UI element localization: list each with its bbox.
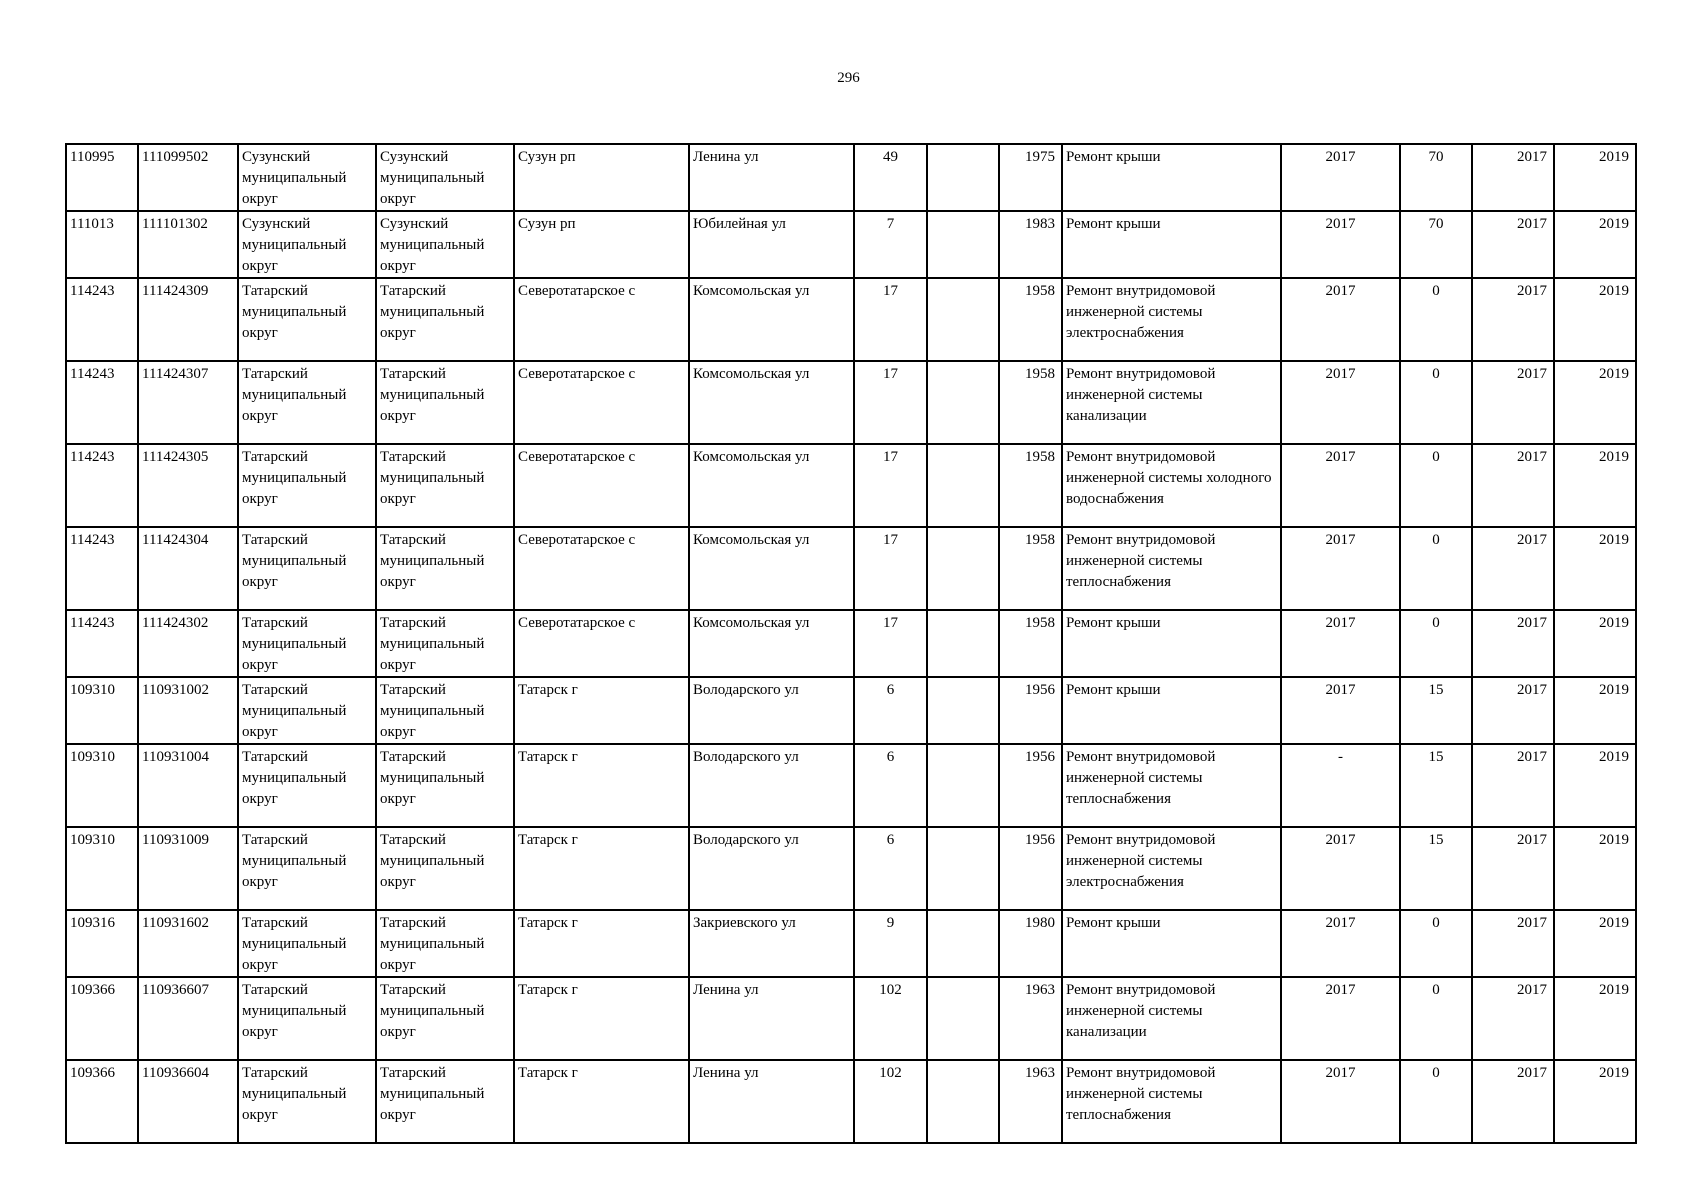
table-row — [66, 278, 1636, 361]
cell-build-year: 1975 — [999, 144, 1062, 211]
cell-settlement: Сузун рп — [514, 211, 689, 278]
cell-house-id: 114243 — [66, 444, 138, 527]
cell-street: Комсомольская ул — [689, 610, 854, 677]
cell-street: Ленина ул — [689, 144, 854, 211]
cell-building — [927, 610, 999, 677]
cell-house-number: 17 — [854, 444, 927, 527]
cell-building — [927, 744, 999, 827]
cell-municipality: Татарский муниципальный округ — [376, 444, 514, 527]
cell-wear-percent: 0 — [1400, 527, 1472, 610]
cell-wear-percent: 0 — [1400, 1060, 1472, 1143]
cell-settlement: Сузун рп — [514, 144, 689, 211]
cell-building — [927, 211, 999, 278]
cell-street: Юбилейная ул — [689, 211, 854, 278]
cell-end-year: 2019 — [1554, 211, 1636, 278]
cell-start-year: 2017 — [1472, 677, 1554, 744]
cell-house-number: 17 — [854, 527, 927, 610]
cell-municipal-district: Татарский муниципальный округ — [238, 1060, 376, 1143]
cell-end-year: 2019 — [1554, 827, 1636, 910]
cell-house-number: 6 — [854, 827, 927, 910]
cell-plan-year: 2017 — [1281, 361, 1400, 444]
cell-municipal-district: Сузунский муниципальный округ — [238, 144, 376, 211]
cell-wear-percent: 0 — [1400, 361, 1472, 444]
cell-settlement: Северотатарское с — [514, 361, 689, 444]
cell-municipal-district: Татарский муниципальный округ — [238, 361, 376, 444]
cell-municipal-district: Татарский муниципальный округ — [238, 444, 376, 527]
cell-settlement: Татарск г — [514, 910, 689, 977]
cell-municipality: Татарский муниципальный округ — [376, 677, 514, 744]
table-body — [66, 144, 1636, 1143]
cell-end-year: 2019 — [1554, 1060, 1636, 1143]
cell-house-number: 49 — [854, 144, 927, 211]
table-row — [66, 677, 1636, 744]
cell-work-id: 111101302 — [138, 211, 238, 278]
cell-municipality: Татарский муниципальный округ — [376, 1060, 514, 1143]
cell-build-year: 1958 — [999, 610, 1062, 677]
cell-house-number: 102 — [854, 977, 927, 1060]
cell-house-number: 7 — [854, 211, 927, 278]
cell-build-year: 1963 — [999, 1060, 1062, 1143]
cell-start-year: 2017 — [1472, 444, 1554, 527]
cell-work-type: Ремонт внутридомовой инженерной системы электроснабжения — [1062, 278, 1281, 361]
cell-work-id: 111424305 — [138, 444, 238, 527]
cell-start-year: 2017 — [1472, 977, 1554, 1060]
repair-schedule-table — [65, 143, 1637, 1144]
cell-municipality: Сузунский муниципальный округ — [376, 144, 514, 211]
cell-house-id: 114243 — [66, 278, 138, 361]
cell-municipality: Татарский муниципальный округ — [376, 744, 514, 827]
cell-work-type: Ремонт внутридомовой инженерной системы холодного водоснабжения — [1062, 444, 1281, 527]
cell-street: Ленина ул — [689, 977, 854, 1060]
cell-house-id: 111013 — [66, 211, 138, 278]
cell-work-type: Ремонт крыши — [1062, 211, 1281, 278]
cell-settlement: Татарск г — [514, 744, 689, 827]
cell-municipality: Татарский муниципальный округ — [376, 361, 514, 444]
cell-start-year: 2017 — [1472, 1060, 1554, 1143]
cell-end-year: 2019 — [1554, 977, 1636, 1060]
cell-house-number: 17 — [854, 610, 927, 677]
cell-build-year: 1958 — [999, 361, 1062, 444]
cell-street: Комсомольская ул — [689, 444, 854, 527]
cell-street: Володарского ул — [689, 677, 854, 744]
cell-municipal-district: Татарский муниципальный округ — [238, 827, 376, 910]
cell-building — [927, 677, 999, 744]
cell-work-id: 111424307 — [138, 361, 238, 444]
cell-house-id: 114243 — [66, 361, 138, 444]
cell-house-number: 17 — [854, 361, 927, 444]
table-row — [66, 910, 1636, 977]
cell-start-year: 2017 — [1472, 278, 1554, 361]
cell-street: Володарского ул — [689, 827, 854, 910]
cell-municipal-district: Татарский муниципальный округ — [238, 744, 376, 827]
cell-settlement: Татарск г — [514, 977, 689, 1060]
cell-municipality: Татарский муниципальный округ — [376, 827, 514, 910]
table-row — [66, 361, 1636, 444]
cell-plan-year: 2017 — [1281, 910, 1400, 977]
page-number: 296 — [837, 70, 860, 86]
cell-building — [927, 910, 999, 977]
cell-wear-percent: 15 — [1400, 744, 1472, 827]
cell-work-type: Ремонт внутридомовой инженерной системы канализации — [1062, 977, 1281, 1060]
cell-build-year: 1983 — [999, 211, 1062, 278]
cell-work-id: 110931009 — [138, 827, 238, 910]
cell-wear-percent: 0 — [1400, 610, 1472, 677]
table-row — [66, 1060, 1636, 1143]
cell-start-year: 2017 — [1472, 610, 1554, 677]
cell-house-id: 114243 — [66, 527, 138, 610]
cell-build-year: 1980 — [999, 910, 1062, 977]
cell-plan-year: 2017 — [1281, 527, 1400, 610]
cell-work-type: Ремонт крыши — [1062, 677, 1281, 744]
cell-work-id: 110931002 — [138, 677, 238, 744]
cell-build-year: 1958 — [999, 278, 1062, 361]
cell-municipality: Сузунский муниципальный округ — [376, 211, 514, 278]
table-row — [66, 144, 1636, 211]
cell-street: Ленина ул — [689, 1060, 854, 1143]
cell-house-id: 109366 — [66, 977, 138, 1060]
cell-end-year: 2019 — [1554, 610, 1636, 677]
cell-end-year: 2019 — [1554, 144, 1636, 211]
cell-street: Комсомольская ул — [689, 527, 854, 610]
cell-municipality: Татарский муниципальный округ — [376, 610, 514, 677]
cell-wear-percent: 0 — [1400, 910, 1472, 977]
table-row — [66, 211, 1636, 278]
cell-building — [927, 144, 999, 211]
cell-house-id: 109310 — [66, 744, 138, 827]
cell-settlement: Татарск г — [514, 827, 689, 910]
cell-start-year: 2017 — [1472, 744, 1554, 827]
cell-house-id: 110995 — [66, 144, 138, 211]
cell-street: Комсомольская ул — [689, 361, 854, 444]
cell-building — [927, 977, 999, 1060]
cell-build-year: 1958 — [999, 444, 1062, 527]
cell-work-type: Ремонт внутридомовой инженерной системы теплоснабжения — [1062, 744, 1281, 827]
cell-wear-percent: 15 — [1400, 827, 1472, 910]
cell-end-year: 2019 — [1554, 278, 1636, 361]
cell-house-id: 109366 — [66, 1060, 138, 1143]
cell-municipality: Татарский муниципальный округ — [376, 977, 514, 1060]
cell-wear-percent: 15 — [1400, 677, 1472, 744]
table-row — [66, 977, 1636, 1060]
cell-house-number: 102 — [854, 1060, 927, 1143]
cell-plan-year: 2017 — [1281, 827, 1400, 910]
cell-plan-year: - — [1281, 744, 1400, 827]
table-row — [66, 744, 1636, 827]
cell-municipal-district: Татарский муниципальный округ — [238, 278, 376, 361]
cell-start-year: 2017 — [1472, 827, 1554, 910]
cell-plan-year: 2017 — [1281, 444, 1400, 527]
cell-street: Комсомольская ул — [689, 278, 854, 361]
cell-municipal-district: Татарский муниципальный округ — [238, 610, 376, 677]
cell-building — [927, 361, 999, 444]
cell-start-year: 2017 — [1472, 361, 1554, 444]
cell-municipal-district: Татарский муниципальный округ — [238, 677, 376, 744]
cell-settlement: Татарск г — [514, 1060, 689, 1143]
cell-build-year: 1956 — [999, 827, 1062, 910]
cell-work-id: 110936607 — [138, 977, 238, 1060]
cell-house-id: 109310 — [66, 827, 138, 910]
cell-plan-year: 2017 — [1281, 977, 1400, 1060]
cell-settlement: Северотатарское с — [514, 610, 689, 677]
cell-municipality: Татарский муниципальный округ — [376, 910, 514, 977]
cell-building — [927, 278, 999, 361]
cell-building — [927, 527, 999, 610]
table-row — [66, 610, 1636, 677]
cell-municipality: Татарский муниципальный округ — [376, 527, 514, 610]
cell-street: Володарского ул — [689, 744, 854, 827]
table-row — [66, 444, 1636, 527]
cell-building — [927, 1060, 999, 1143]
cell-build-year: 1958 — [999, 527, 1062, 610]
cell-house-number: 9 — [854, 910, 927, 977]
cell-wear-percent: 0 — [1400, 977, 1472, 1060]
cell-work-id: 110931602 — [138, 910, 238, 977]
cell-end-year: 2019 — [1554, 361, 1636, 444]
cell-end-year: 2019 — [1554, 910, 1636, 977]
cell-house-id: 109310 — [66, 677, 138, 744]
cell-build-year: 1956 — [999, 744, 1062, 827]
cell-wear-percent: 0 — [1400, 444, 1472, 527]
cell-municipal-district: Татарский муниципальный округ — [238, 910, 376, 977]
cell-house-number: 6 — [854, 744, 927, 827]
cell-work-type: Ремонт внутридомовой инженерной системы теплоснабжения — [1062, 527, 1281, 610]
cell-work-type: Ремонт крыши — [1062, 144, 1281, 211]
cell-end-year: 2019 — [1554, 444, 1636, 527]
cell-building — [927, 827, 999, 910]
cell-settlement: Татарск г — [514, 677, 689, 744]
cell-start-year: 2017 — [1472, 144, 1554, 211]
cell-start-year: 2017 — [1472, 211, 1554, 278]
cell-settlement: Северотатарское с — [514, 278, 689, 361]
cell-work-type: Ремонт внутридомовой инженерной системы электроснабжения — [1062, 827, 1281, 910]
cell-house-id: 114243 — [66, 610, 138, 677]
cell-house-id: 109316 — [66, 910, 138, 977]
cell-end-year: 2019 — [1554, 527, 1636, 610]
table-row — [66, 527, 1636, 610]
cell-work-type: Ремонт крыши — [1062, 610, 1281, 677]
cell-plan-year: 2017 — [1281, 278, 1400, 361]
cell-end-year: 2019 — [1554, 744, 1636, 827]
cell-build-year: 1956 — [999, 677, 1062, 744]
cell-work-type: Ремонт внутридомовой инженерной системы теплоснабжения — [1062, 1060, 1281, 1143]
cell-build-year: 1963 — [999, 977, 1062, 1060]
cell-wear-percent: 70 — [1400, 211, 1472, 278]
cell-wear-percent: 70 — [1400, 144, 1472, 211]
cell-municipal-district: Татарский муниципальный округ — [238, 527, 376, 610]
cell-house-number: 6 — [854, 677, 927, 744]
cell-plan-year: 2017 — [1281, 610, 1400, 677]
cell-plan-year: 2017 — [1281, 1060, 1400, 1143]
cell-municipality: Татарский муниципальный округ — [376, 278, 514, 361]
cell-plan-year: 2017 — [1281, 144, 1400, 211]
cell-settlement: Северотатарское с — [514, 444, 689, 527]
cell-street: Закриевского ул — [689, 910, 854, 977]
cell-work-type: Ремонт внутридомовой инженерной системы канализации — [1062, 361, 1281, 444]
cell-work-id: 111424302 — [138, 610, 238, 677]
cell-work-type: Ремонт крыши — [1062, 910, 1281, 977]
cell-work-id: 111424304 — [138, 527, 238, 610]
cell-plan-year: 2017 — [1281, 211, 1400, 278]
cell-plan-year: 2017 — [1281, 677, 1400, 744]
cell-municipal-district: Татарский муниципальный округ — [238, 977, 376, 1060]
cell-end-year: 2019 — [1554, 677, 1636, 744]
cell-work-id: 110931004 — [138, 744, 238, 827]
cell-start-year: 2017 — [1472, 527, 1554, 610]
cell-work-id: 111099502 — [138, 144, 238, 211]
cell-municipal-district: Сузунский муниципальный округ — [238, 211, 376, 278]
cell-work-id: 110936604 — [138, 1060, 238, 1143]
cell-house-number: 17 — [854, 278, 927, 361]
cell-work-id: 111424309 — [138, 278, 238, 361]
cell-building — [927, 444, 999, 527]
cell-settlement: Северотатарское с — [514, 527, 689, 610]
cell-start-year: 2017 — [1472, 910, 1554, 977]
cell-wear-percent: 0 — [1400, 278, 1472, 361]
table-row — [66, 827, 1636, 910]
